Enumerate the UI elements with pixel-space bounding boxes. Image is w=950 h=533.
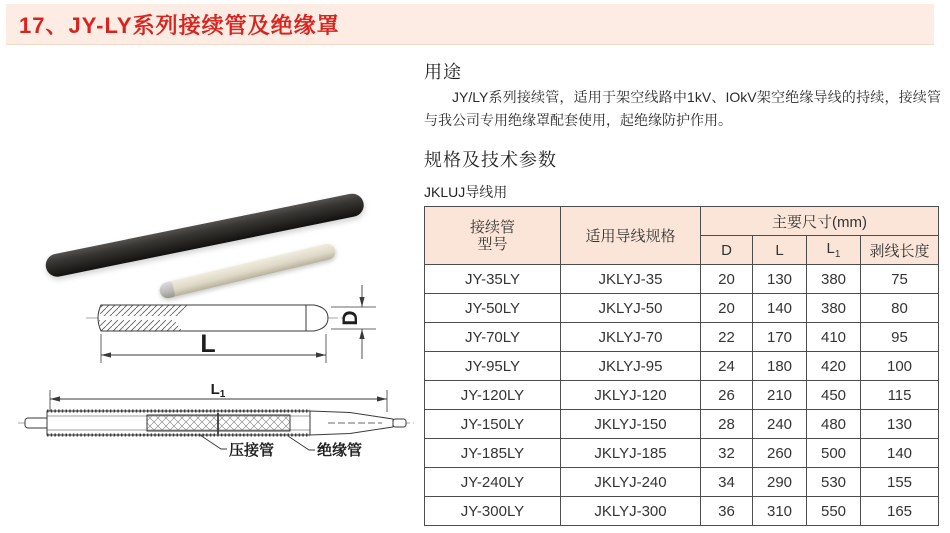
- model-cell: JY-35LY: [425, 265, 561, 294]
- label-insulation-tube: 绝缘管: [317, 442, 363, 459]
- label-crimp-tube: 压接管: [229, 442, 275, 459]
- assembly-diagram: [18, 381, 414, 459]
- conductor-cell: JKLYJ-50: [561, 294, 701, 323]
- col-header-l1: [807, 236, 861, 265]
- dim-l-cell: 170: [753, 323, 807, 352]
- specs-heading: 规格及技术参数: [424, 150, 557, 170]
- conductor-cell: JKLYJ-300: [561, 497, 701, 526]
- insulation-cover-tube-image: [44, 192, 366, 279]
- spec-table: [424, 206, 939, 526]
- model-cell: JY-50LY: [425, 294, 561, 323]
- table-row: [425, 410, 939, 439]
- model-cell: JY-240LY: [425, 468, 561, 497]
- spec-table-body: [425, 265, 939, 526]
- col-header-strip: 剥线长度: [861, 236, 939, 265]
- col-header-dims-group: 主要尺寸(mm): [701, 207, 939, 236]
- col-header-l: L: [753, 236, 807, 265]
- strip-length-cell: 140: [861, 439, 939, 468]
- strip-length-cell: 115: [861, 381, 939, 410]
- col-header-model-line2: 型号: [477, 235, 508, 253]
- strip-length-cell: 100: [861, 352, 939, 381]
- specs-subheading: JKLUJ导线用: [424, 184, 508, 200]
- col-header-l1-sub: 1: [834, 249, 841, 260]
- dim-l-cell: 260: [753, 439, 807, 468]
- dim-d-cell: 34: [701, 468, 753, 497]
- conductor-cell: JKLYJ-35: [561, 265, 701, 294]
- dim-l-cell: 240: [753, 410, 807, 439]
- dim-l-cell: 210: [753, 381, 807, 410]
- col-header-conductor: 适用导线规格: [561, 207, 701, 265]
- model-cell: JY-70LY: [425, 323, 561, 352]
- dim-l-cell: 180: [753, 352, 807, 381]
- model-cell: JY-185LY: [425, 439, 561, 468]
- conductor-cell: JKLYJ-70: [561, 323, 701, 352]
- dim-l1-cell: 450: [807, 381, 861, 410]
- tube-dimension-diagram: [86, 285, 376, 363]
- dim-label-D: D: [339, 310, 362, 326]
- dim-d-cell: 20: [701, 294, 753, 323]
- model-cell: JY-120LY: [425, 381, 561, 410]
- dim-l1-cell: 410: [807, 323, 861, 352]
- dim-l1-cell: 380: [807, 265, 861, 294]
- col-header-d: D: [701, 236, 753, 265]
- dim-label-L1: $L_1$: [210, 381, 226, 400]
- dim-d-cell: 20: [701, 265, 753, 294]
- dim-d-cell: 32: [701, 439, 753, 468]
- strip-length-cell: 130: [861, 410, 939, 439]
- dim-label-L: L: [200, 330, 216, 358]
- col-header-l1-base: L: [826, 240, 835, 257]
- col-header-model: [425, 207, 561, 265]
- dim-l-cell: 130: [753, 265, 807, 294]
- strip-length-cell: 75: [861, 265, 939, 294]
- conductor-cell: JKLYJ-240: [561, 468, 701, 497]
- page-title: 17、JY-LY系列接续管及绝缘罩: [19, 12, 340, 38]
- strip-length-cell: 95: [861, 323, 939, 352]
- conductor-cell: JKLYJ-185: [561, 439, 701, 468]
- model-cell: JY-95LY: [425, 352, 561, 381]
- table-row: [425, 352, 939, 381]
- dim-l-cell: 140: [753, 294, 807, 323]
- dim-d-cell: 24: [701, 352, 753, 381]
- model-cell: JY-150LY: [425, 410, 561, 439]
- dim-l1-cell: 380: [807, 294, 861, 323]
- dim-l1-cell: 530: [807, 468, 861, 497]
- usage-paragraph: JY/LY系列接续管，适用于架空线路中1kV、IOkV架空绝缘导线的持续，接续管与我公司专用绝缘罩配套使用，起绝缘防护作用。: [424, 89, 941, 128]
- table-row: [425, 265, 939, 294]
- table-row: [425, 294, 939, 323]
- spec-table-header: [425, 207, 939, 265]
- dim-l1-cell: 480: [807, 410, 861, 439]
- model-cell: JY-300LY: [425, 497, 561, 526]
- table-row: [425, 381, 939, 410]
- col-header-model-line1: 接续管: [469, 218, 515, 236]
- conductor-cell: JKLYJ-150: [561, 410, 701, 439]
- dim-l1-cell: 420: [807, 352, 861, 381]
- table-row: [425, 497, 939, 526]
- dim-l-cell: 290: [753, 468, 807, 497]
- product-photo: [0, 55, 420, 275]
- dim-l-cell: 310: [753, 497, 807, 526]
- table-row: [425, 323, 939, 352]
- dim-l1-cell: 500: [807, 439, 861, 468]
- strip-length-cell: 80: [861, 294, 939, 323]
- dim-d-cell: 36: [701, 497, 753, 526]
- dim-d-cell: 22: [701, 323, 753, 352]
- dim-d-cell: 28: [701, 410, 753, 439]
- usage-heading: 用途: [424, 62, 462, 82]
- strip-length-cell: 155: [861, 468, 939, 497]
- technical-diagrams: [10, 278, 430, 528]
- table-row: [425, 468, 939, 497]
- page-title-bar: [6, 4, 934, 45]
- table-row: [425, 439, 939, 468]
- conductor-cell: JKLYJ-95: [561, 352, 701, 381]
- dim-d-cell: 26: [701, 381, 753, 410]
- dim-l1-cell: 550: [807, 497, 861, 526]
- strip-length-cell: 165: [861, 497, 939, 526]
- conductor-cell: JKLYJ-120: [561, 381, 701, 410]
